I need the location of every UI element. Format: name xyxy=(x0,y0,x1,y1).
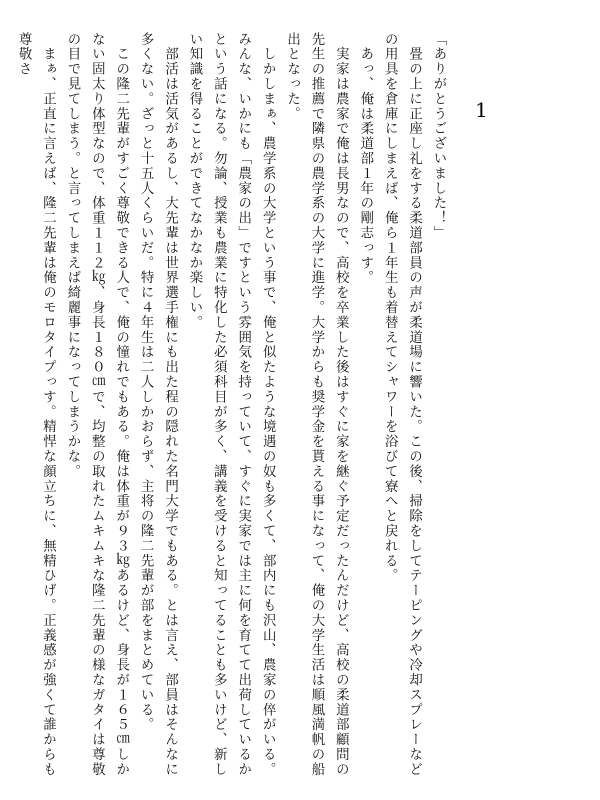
narrative-paragraph: しかしまぁ、農学系の大学という事で、俺と似たような境遇の奴も多くて、部内にも沢山、農家の倅がいる。みんな、いかにも「農家の出」ですという雰囲気を持っていて、すぐに実家では主に何を育てて出荷しているかという話になる。勿論、授業も農業に特化した必須科目が多く、講義を受けると知ってることも多いけど、新しい知識を得ることができてなかなか楽しい。 xyxy=(186,32,276,777)
dialogue-paragraph: 「ありがとうございました！」 xyxy=(431,32,446,241)
narrative-paragraph: 実家は農家で俺は長男なので、高校を卒業した後はすぐに家を継ぐ予定だったんだけど、高校の柔道部顧問の先生の推薦で隣県の農学系の大学に進学。大学からも奨学金を貰える事になって、俺の大学生活は順風満帆の船出となった。 xyxy=(284,32,349,777)
narrative-paragraph: あっ、俺は柔道部１年の剛志っす。 xyxy=(357,32,373,286)
page-number: 1 xyxy=(475,98,488,122)
narrative-paragraph: この隆二先輩がすごく尊敬できる人で、俺の憧れでもある。俺は体重が９３㎏あるけど、身長が１６５㎝しかない固太り体型なので、体重１１２㎏、身長１８０㎝で、均整の取れたムキムキな隆二先輩の様なガタイは尊敬の目で見てしまう。と言ってしまえば綺麗事になってしまうかな。 xyxy=(64,32,129,777)
narrative-paragraph: 部活は活気があるし、大先輩は世界選手権にも出た程の隠れた名門大学でもある。とは言え、部員はそんなに多くない。ざっと十五人くらいだ。特に４年生は二人しかおらず、主将の隆二先輩が部をまとめている。 xyxy=(138,32,178,777)
narrative-paragraph: 畳の上に正座し礼をする柔道部員の声が柔道場に響いた。この後、掃除をしてテーピングや冷却スプレーなどの用具を倉庫にしまえば、俺ら１年生も着替えてシャワーを浴びて寮へと戻れる。 xyxy=(382,32,422,777)
novel-text-column-block xyxy=(16,32,450,790)
narrative-paragraph: まぁ、正直に言えば、隆二先輩は俺のモロタイプっす。精悍な顔立ちに、無精ひげ。正義感が強くて誰からも尊敬さ xyxy=(16,32,56,777)
